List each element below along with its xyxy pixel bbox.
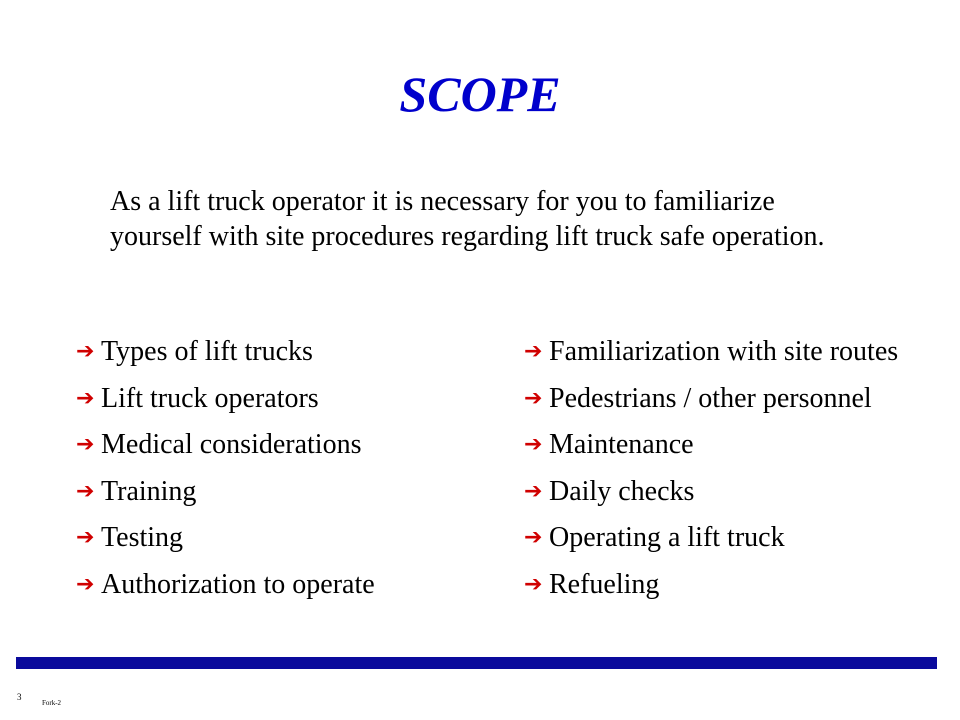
right-arrow-icon: ➔ — [524, 525, 543, 551]
list-item-label: Types of lift trucks — [101, 336, 313, 368]
list-item-label: Operating a lift truck — [549, 522, 785, 554]
right-arrow-icon: ➔ — [524, 432, 543, 458]
right-arrow-icon: ➔ — [76, 432, 95, 458]
right-arrow-icon: ➔ — [76, 571, 95, 597]
list-item — [76, 376, 375, 423]
list-item — [524, 469, 898, 516]
list-item-label: Familiarization with site routes — [549, 336, 899, 368]
list-item-label: Pedestrians / other personnel — [549, 382, 872, 414]
right-arrow-icon: ➔ — [76, 525, 95, 551]
list-item — [524, 515, 898, 562]
list-item-label: Daily checks — [549, 475, 695, 507]
list-item-label: Refueling — [549, 568, 660, 600]
intro-paragraph — [110, 184, 940, 254]
list-item — [524, 562, 898, 609]
left-bullet-list — [76, 329, 375, 608]
footer-bar — [16, 657, 937, 669]
slide-title: SCOPE — [399, 66, 561, 122]
list-item-label: Maintenance — [549, 429, 694, 461]
intro-line: As a lift truck operator it is necessary for you to familiarize — [110, 186, 775, 217]
list-item-label: Lift truck operators — [101, 382, 319, 414]
right-arrow-icon: ➔ — [524, 339, 543, 365]
list-item-label: Testing — [101, 522, 184, 554]
list-item — [76, 329, 375, 376]
list-item — [524, 376, 898, 423]
list-item — [76, 469, 375, 516]
right-bullet-list — [524, 329, 898, 608]
list-item — [76, 422, 375, 469]
right-arrow-icon: ➔ — [76, 385, 95, 411]
list-item-label: Training — [101, 475, 197, 507]
list-item-label: Authorization to operate — [101, 568, 375, 600]
list-item — [524, 422, 898, 469]
right-arrow-icon: ➔ — [524, 478, 543, 504]
right-arrow-icon: ➔ — [76, 339, 95, 365]
right-arrow-icon: ➔ — [76, 478, 95, 504]
right-arrow-icon: ➔ — [524, 385, 543, 411]
intro-line: yourself with site procedures regarding lift truck safe operation. — [110, 221, 825, 252]
list-item — [76, 515, 375, 562]
slide-code: Fork-2 — [42, 699, 62, 707]
list-item-label: Medical considerations — [101, 429, 362, 461]
list-item — [76, 562, 375, 609]
list-item — [524, 329, 898, 376]
right-arrow-icon: ➔ — [524, 571, 543, 597]
page-number: 3 — [17, 692, 22, 702]
